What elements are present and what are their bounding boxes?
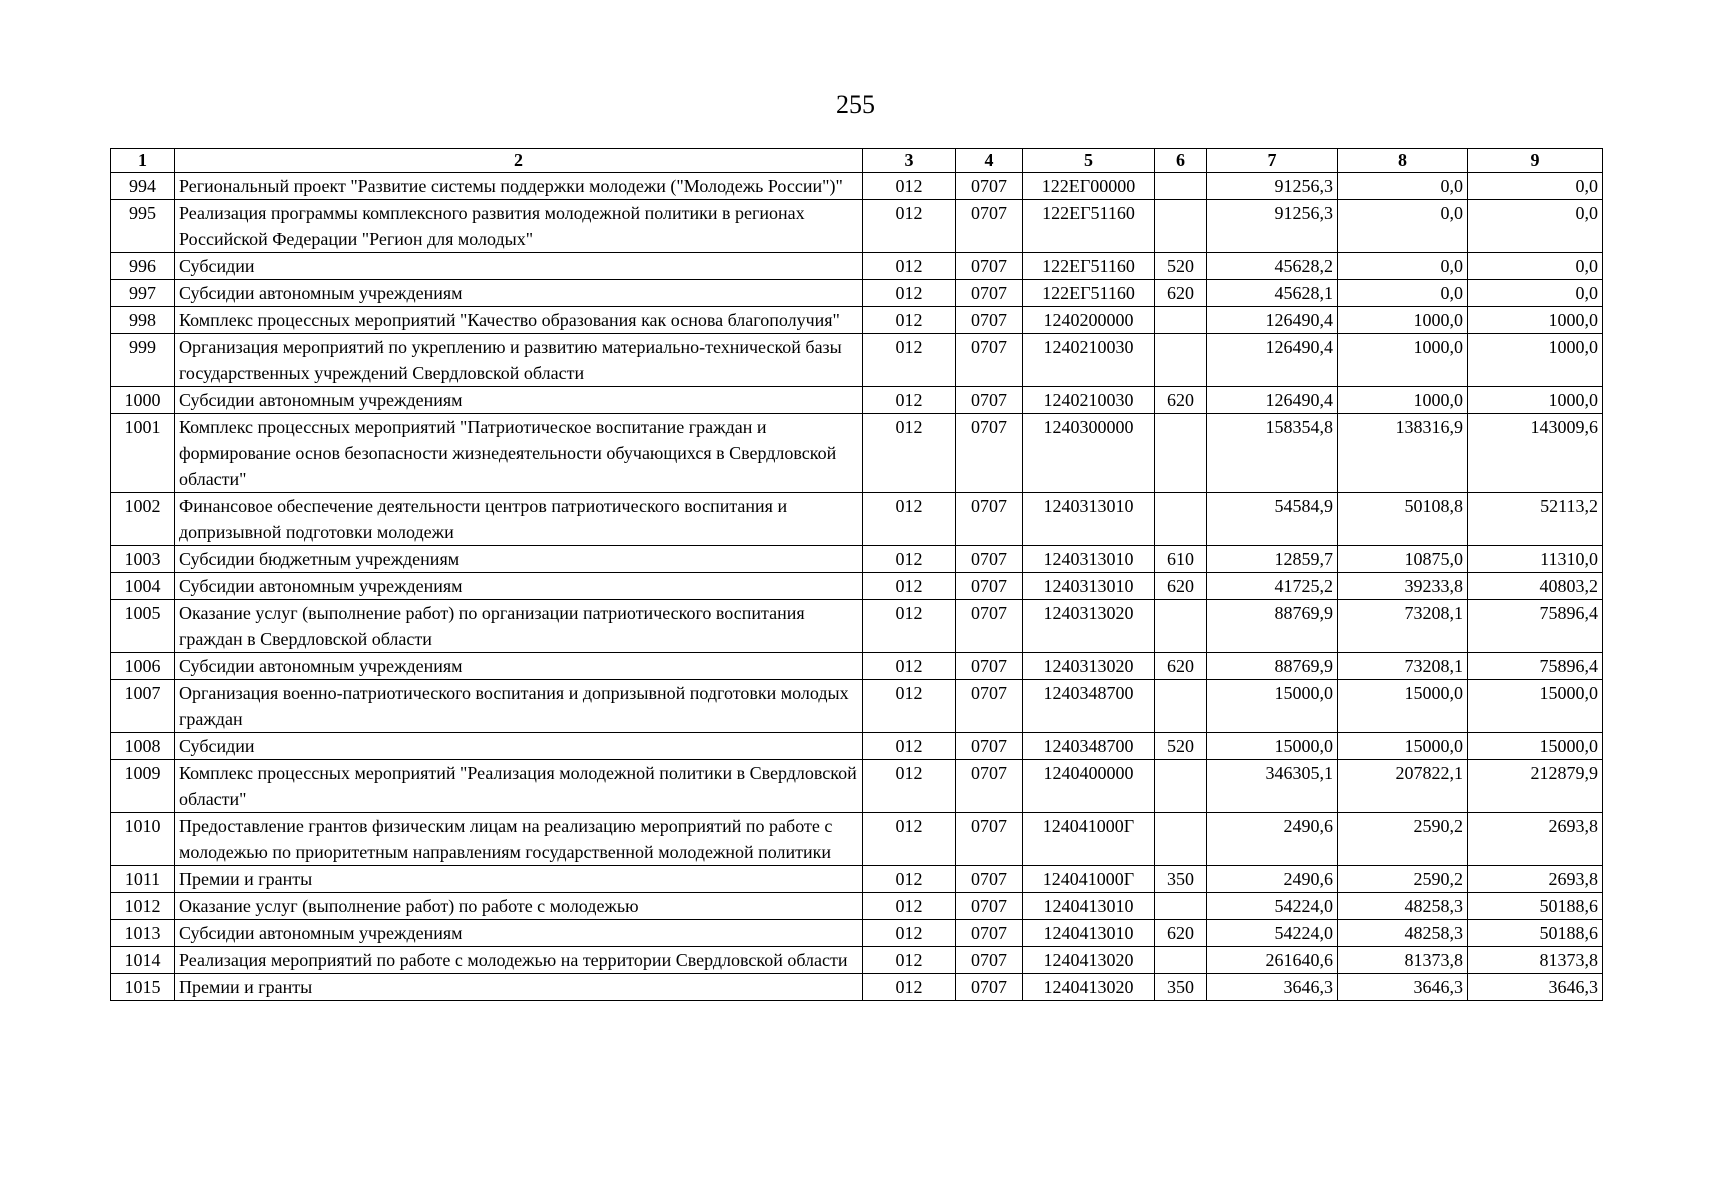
table-row — [111, 414, 1603, 493]
table-row — [111, 573, 1603, 600]
row-name-cell: Субсидии автономным учреждениям — [175, 387, 863, 414]
column-6-cell — [1155, 947, 1207, 974]
column-4-cell: 0707 — [956, 387, 1023, 414]
table-row — [111, 733, 1603, 760]
column-8-cell: 0,0 — [1338, 253, 1468, 280]
row-name-cell: Реализация мероприятий по работе с молодежью на территории Свердловской области — [175, 947, 863, 974]
column-3-cell: 012 — [863, 600, 956, 653]
column-3-cell: 012 — [863, 733, 956, 760]
row-name-cell: Реализация программы комплексного развития молодежной политики в регионах Российской Федерации "Регион для молодых" — [175, 200, 863, 253]
row-number-cell: 1003 — [111, 546, 175, 573]
row-number-cell: 997 — [111, 280, 175, 307]
column-5-cell: 1240413010 — [1023, 920, 1155, 947]
column-6-cell — [1155, 414, 1207, 493]
row-name-cell: Субсидии автономным учреждениям — [175, 280, 863, 307]
column-8-cell: 0,0 — [1338, 173, 1468, 200]
row-name-cell: Субсидии бюджетным учреждениям — [175, 546, 863, 573]
table-row — [111, 173, 1603, 200]
column-3-cell: 012 — [863, 974, 956, 1001]
table-row — [111, 974, 1603, 1001]
row-number-cell: 994 — [111, 173, 175, 200]
column-8-cell: 1000,0 — [1338, 334, 1468, 387]
column-5-cell: 1240313020 — [1023, 653, 1155, 680]
column-8-cell: 39233,8 — [1338, 573, 1468, 600]
column-6-cell: 620 — [1155, 920, 1207, 947]
row-name-cell: Комплекс процессных мероприятий "Патриотическое воспитание граждан и формирование основ безопасности жизнедеятельности обучающихся в Свердловской области" — [175, 414, 863, 493]
column-7-cell: 12859,7 — [1207, 546, 1338, 573]
column-3-cell: 012 — [863, 920, 956, 947]
row-number-cell: 996 — [111, 253, 175, 280]
column-7-cell: 54224,0 — [1207, 920, 1338, 947]
column-7-cell: 2490,6 — [1207, 813, 1338, 866]
column-6-cell: 350 — [1155, 866, 1207, 893]
column-4-cell: 0707 — [956, 947, 1023, 974]
column-9-cell: 15000,0 — [1468, 733, 1603, 760]
column-9-cell: 212879,9 — [1468, 760, 1603, 813]
column-5-cell: 1240413020 — [1023, 947, 1155, 974]
column-6-cell: 610 — [1155, 546, 1207, 573]
column-8-cell: 0,0 — [1338, 200, 1468, 253]
column-6-cell — [1155, 813, 1207, 866]
column-5-cell: 1240200000 — [1023, 307, 1155, 334]
table-row — [111, 947, 1603, 974]
column-4-cell: 0707 — [956, 334, 1023, 387]
column-8-cell: 3646,3 — [1338, 974, 1468, 1001]
column-9-cell: 0,0 — [1468, 173, 1603, 200]
column-8-cell: 1000,0 — [1338, 387, 1468, 414]
column-6-cell: 620 — [1155, 573, 1207, 600]
column-5-cell: 1240300000 — [1023, 414, 1155, 493]
column-6-cell — [1155, 173, 1207, 200]
column-3-cell: 012 — [863, 546, 956, 573]
column-4-cell: 0707 — [956, 920, 1023, 947]
column-5-cell: 1240313020 — [1023, 600, 1155, 653]
row-number-cell: 1008 — [111, 733, 175, 760]
column-7-cell: 45628,1 — [1207, 280, 1338, 307]
column-7-cell: 158354,8 — [1207, 414, 1338, 493]
column-3-cell: 012 — [863, 893, 956, 920]
table-row — [111, 493, 1603, 546]
column-8-cell: 48258,3 — [1338, 920, 1468, 947]
column-8-cell: 81373,8 — [1338, 947, 1468, 974]
row-number-cell: 1006 — [111, 653, 175, 680]
column-header: 6 — [1155, 149, 1207, 173]
column-header: 9 — [1468, 149, 1603, 173]
table-row — [111, 893, 1603, 920]
column-8-cell: 2590,2 — [1338, 866, 1468, 893]
table-header-row — [111, 149, 1603, 173]
column-header: 8 — [1338, 149, 1468, 173]
column-6-cell: 620 — [1155, 387, 1207, 414]
column-9-cell: 11310,0 — [1468, 546, 1603, 573]
column-8-cell: 73208,1 — [1338, 653, 1468, 680]
row-number-cell: 1002 — [111, 493, 175, 546]
column-7-cell: 91256,3 — [1207, 173, 1338, 200]
column-5-cell: 1240400000 — [1023, 760, 1155, 813]
column-9-cell: 143009,6 — [1468, 414, 1603, 493]
column-header: 7 — [1207, 149, 1338, 173]
column-4-cell: 0707 — [956, 493, 1023, 546]
column-6-cell — [1155, 760, 1207, 813]
column-5-cell: 1240413010 — [1023, 893, 1155, 920]
column-6-cell: 620 — [1155, 653, 1207, 680]
column-8-cell: 15000,0 — [1338, 733, 1468, 760]
column-7-cell: 45628,2 — [1207, 253, 1338, 280]
column-3-cell: 012 — [863, 334, 956, 387]
column-6-cell — [1155, 893, 1207, 920]
row-number-cell: 1011 — [111, 866, 175, 893]
table-row — [111, 200, 1603, 253]
column-8-cell: 1000,0 — [1338, 307, 1468, 334]
row-name-cell: Финансовое обеспечение деятельности центров патриотического воспитания и допризывной подготовки молодежи — [175, 493, 863, 546]
page-number: 255 — [836, 90, 875, 119]
column-7-cell: 346305,1 — [1207, 760, 1338, 813]
column-9-cell: 2693,8 — [1468, 813, 1603, 866]
column-4-cell: 0707 — [956, 280, 1023, 307]
column-6-cell — [1155, 334, 1207, 387]
table-row — [111, 866, 1603, 893]
column-6-cell — [1155, 493, 1207, 546]
column-9-cell: 0,0 — [1468, 280, 1603, 307]
column-3-cell: 012 — [863, 414, 956, 493]
column-4-cell: 0707 — [956, 813, 1023, 866]
row-name-cell: Региональный проект "Развитие системы поддержки молодежи ("Молодежь России")" — [175, 173, 863, 200]
column-header: 4 — [956, 149, 1023, 173]
row-number-cell: 1014 — [111, 947, 175, 974]
column-5-cell: 124041000Г — [1023, 866, 1155, 893]
column-3-cell: 012 — [863, 493, 956, 546]
table-row — [111, 280, 1603, 307]
row-number-cell: 998 — [111, 307, 175, 334]
column-5-cell: 1240313010 — [1023, 573, 1155, 600]
column-3-cell: 012 — [863, 866, 956, 893]
column-3-cell: 012 — [863, 200, 956, 253]
column-9-cell: 40803,2 — [1468, 573, 1603, 600]
column-4-cell: 0707 — [956, 866, 1023, 893]
column-3-cell: 012 — [863, 573, 956, 600]
column-7-cell: 126490,4 — [1207, 307, 1338, 334]
column-9-cell: 0,0 — [1468, 200, 1603, 253]
column-6-cell: 350 — [1155, 974, 1207, 1001]
row-name-cell: Субсидии автономным учреждениям — [175, 573, 863, 600]
column-4-cell: 0707 — [956, 760, 1023, 813]
row-number-cell: 1007 — [111, 680, 175, 733]
column-8-cell: 50108,8 — [1338, 493, 1468, 546]
column-9-cell: 0,0 — [1468, 253, 1603, 280]
row-name-cell: Оказание услуг (выполнение работ) по организации патриотического воспитания граждан в Свердловской области — [175, 600, 863, 653]
column-5-cell: 1240348700 — [1023, 680, 1155, 733]
row-name-cell: Оказание услуг (выполнение работ) по работе с молодежью — [175, 893, 863, 920]
column-6-cell: 620 — [1155, 280, 1207, 307]
row-name-cell: Организация военно-патриотического воспитания и допризывной подготовки молодых граждан — [175, 680, 863, 733]
column-header: 2 — [175, 149, 863, 173]
column-5-cell: 1240313010 — [1023, 546, 1155, 573]
column-5-cell: 122ЕГ51160 — [1023, 200, 1155, 253]
row-name-cell: Комплекс процессных мероприятий "Качество образования как основа благополучия" — [175, 307, 863, 334]
row-name-cell: Субсидии автономным учреждениям — [175, 653, 863, 680]
column-3-cell: 012 — [863, 307, 956, 334]
column-9-cell: 15000,0 — [1468, 680, 1603, 733]
column-7-cell: 3646,3 — [1207, 974, 1338, 1001]
column-7-cell: 88769,9 — [1207, 653, 1338, 680]
column-9-cell: 50188,6 — [1468, 920, 1603, 947]
column-6-cell — [1155, 600, 1207, 653]
column-5-cell: 1240348700 — [1023, 733, 1155, 760]
column-6-cell — [1155, 200, 1207, 253]
table-row — [111, 307, 1603, 334]
column-8-cell: 48258,3 — [1338, 893, 1468, 920]
table-row — [111, 546, 1603, 573]
row-name-cell: Премии и гранты — [175, 974, 863, 1001]
column-4-cell: 0707 — [956, 733, 1023, 760]
column-7-cell: 126490,4 — [1207, 334, 1338, 387]
column-8-cell: 10875,0 — [1338, 546, 1468, 573]
column-9-cell: 1000,0 — [1468, 334, 1603, 387]
column-4-cell: 0707 — [956, 600, 1023, 653]
column-header: 5 — [1023, 149, 1155, 173]
column-3-cell: 012 — [863, 947, 956, 974]
column-4-cell: 0707 — [956, 546, 1023, 573]
column-5-cell: 124041000Г — [1023, 813, 1155, 866]
column-3-cell: 012 — [863, 253, 956, 280]
column-4-cell: 0707 — [956, 573, 1023, 600]
table-row — [111, 920, 1603, 947]
column-7-cell: 2490,6 — [1207, 866, 1338, 893]
column-7-cell: 54224,0 — [1207, 893, 1338, 920]
row-name-cell: Комплекс процессных мероприятий "Реализация молодежной политики в Свердловской области" — [175, 760, 863, 813]
row-number-cell: 1012 — [111, 893, 175, 920]
column-4-cell: 0707 — [956, 974, 1023, 1001]
column-9-cell: 1000,0 — [1468, 307, 1603, 334]
column-8-cell: 207822,1 — [1338, 760, 1468, 813]
column-5-cell: 1240313010 — [1023, 493, 1155, 546]
table-row — [111, 387, 1603, 414]
table-row — [111, 680, 1603, 733]
row-number-cell: 995 — [111, 200, 175, 253]
column-3-cell: 012 — [863, 653, 956, 680]
column-4-cell: 0707 — [956, 414, 1023, 493]
column-4-cell: 0707 — [956, 253, 1023, 280]
row-name-cell: Субсидии автономным учреждениям — [175, 920, 863, 947]
column-header: 1 — [111, 149, 175, 173]
column-3-cell: 012 — [863, 173, 956, 200]
row-name-cell: Субсидии — [175, 733, 863, 760]
column-9-cell: 2693,8 — [1468, 866, 1603, 893]
column-7-cell: 41725,2 — [1207, 573, 1338, 600]
column-7-cell: 88769,9 — [1207, 600, 1338, 653]
table-row — [111, 600, 1603, 653]
column-4-cell: 0707 — [956, 653, 1023, 680]
column-7-cell: 126490,4 — [1207, 387, 1338, 414]
column-6-cell: 520 — [1155, 253, 1207, 280]
column-9-cell: 3646,3 — [1468, 974, 1603, 1001]
column-9-cell: 50188,6 — [1468, 893, 1603, 920]
column-8-cell: 0,0 — [1338, 280, 1468, 307]
column-5-cell: 122ЕГ00000 — [1023, 173, 1155, 200]
row-name-cell: Субсидии — [175, 253, 863, 280]
column-7-cell: 15000,0 — [1207, 680, 1338, 733]
row-number-cell: 1001 — [111, 414, 175, 493]
column-9-cell: 75896,4 — [1468, 600, 1603, 653]
row-name-cell: Организация мероприятий по укреплению и развитию материально-технической базы государственных учреждений Свердловской области — [175, 334, 863, 387]
column-8-cell: 2590,2 — [1338, 813, 1468, 866]
column-8-cell: 138316,9 — [1338, 414, 1468, 493]
column-7-cell: 261640,6 — [1207, 947, 1338, 974]
column-7-cell: 54584,9 — [1207, 493, 1338, 546]
row-number-cell: 1005 — [111, 600, 175, 653]
column-9-cell: 75896,4 — [1468, 653, 1603, 680]
column-4-cell: 0707 — [956, 200, 1023, 253]
column-7-cell: 15000,0 — [1207, 733, 1338, 760]
column-5-cell: 1240413020 — [1023, 974, 1155, 1001]
row-name-cell: Предоставление грантов физическим лицам на реализацию мероприятий по работе с молодежью по приоритетным направлениям государственной молодежной политики — [175, 813, 863, 866]
row-number-cell: 1015 — [111, 974, 175, 1001]
column-4-cell: 0707 — [956, 173, 1023, 200]
column-8-cell: 73208,1 — [1338, 600, 1468, 653]
column-9-cell: 1000,0 — [1468, 387, 1603, 414]
column-3-cell: 012 — [863, 760, 956, 813]
column-4-cell: 0707 — [956, 307, 1023, 334]
column-5-cell: 1240210030 — [1023, 387, 1155, 414]
column-4-cell: 0707 — [956, 893, 1023, 920]
row-number-cell: 1004 — [111, 573, 175, 600]
column-4-cell: 0707 — [956, 680, 1023, 733]
row-number-cell: 1010 — [111, 813, 175, 866]
column-8-cell: 15000,0 — [1338, 680, 1468, 733]
column-5-cell: 1240210030 — [1023, 334, 1155, 387]
column-5-cell: 122ЕГ51160 — [1023, 253, 1155, 280]
column-5-cell: 122ЕГ51160 — [1023, 280, 1155, 307]
table-body — [111, 173, 1603, 1001]
column-3-cell: 012 — [863, 387, 956, 414]
row-number-cell: 1013 — [111, 920, 175, 947]
table-row — [111, 813, 1603, 866]
column-6-cell — [1155, 680, 1207, 733]
column-9-cell: 52113,2 — [1468, 493, 1603, 546]
column-6-cell: 520 — [1155, 733, 1207, 760]
column-7-cell: 91256,3 — [1207, 200, 1338, 253]
table-row — [111, 653, 1603, 680]
table-row — [111, 760, 1603, 813]
table-row — [111, 253, 1603, 280]
table-row — [111, 334, 1603, 387]
row-number-cell: 1000 — [111, 387, 175, 414]
row-number-cell: 1009 — [111, 760, 175, 813]
column-3-cell: 012 — [863, 280, 956, 307]
row-name-cell: Премии и гранты — [175, 866, 863, 893]
column-3-cell: 012 — [863, 813, 956, 866]
column-9-cell: 81373,8 — [1468, 947, 1603, 974]
column-3-cell: 012 — [863, 680, 956, 733]
column-header: 3 — [863, 149, 956, 173]
column-6-cell — [1155, 307, 1207, 334]
row-number-cell: 999 — [111, 334, 175, 387]
budget-table — [110, 148, 1603, 1001]
